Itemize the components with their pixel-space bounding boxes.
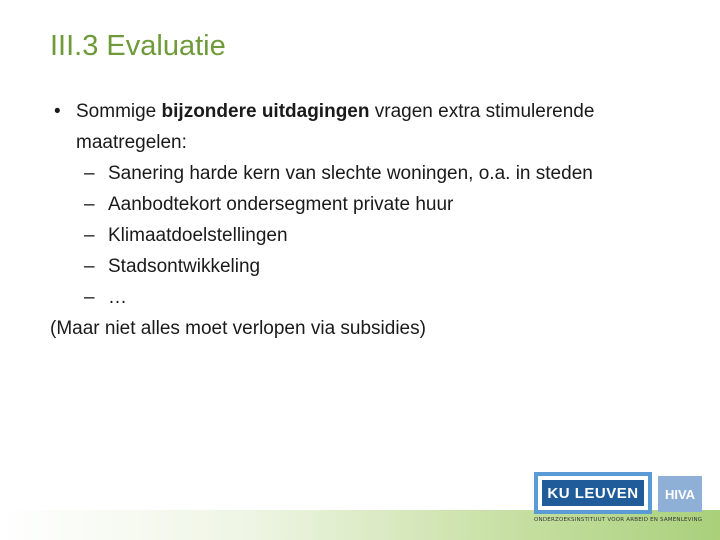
slide-title: III.3 Evaluatie	[50, 30, 226, 62]
bullet-text	[76, 101, 594, 122]
closing-note: (Maar niet alles moet verlopen via subsidies)	[50, 318, 426, 339]
logo-tagline: ONDERZOEKSINSTITUUT VOOR ARBEID EN SAMENLEVING	[534, 517, 703, 523]
dash-mark: –	[84, 256, 95, 277]
bullet-bold-text: bijzondere uitdagingen	[161, 101, 370, 122]
dash-mark: –	[84, 287, 95, 308]
bullet-continuation	[50, 127, 690, 158]
hiva-logo: HIVA	[658, 476, 702, 512]
slide-body	[50, 96, 690, 344]
sub-item-text: Sanering harde kern van slechte woningen, o.a. in steden	[108, 163, 593, 184]
dash-mark: –	[84, 194, 95, 215]
dash-mark: –	[84, 225, 95, 246]
ku-leuven-logo-text: KU LEUVEN	[542, 480, 644, 506]
sub-item-text: Stadsontwikkeling	[108, 256, 261, 277]
sub-item-text: …	[108, 287, 127, 308]
sub-item	[50, 282, 690, 313]
sub-item	[50, 251, 690, 282]
sub-item-text: Aanbodtekort ondersegment private huur	[108, 194, 454, 215]
bullet-continuation-text: maatregelen:	[76, 132, 187, 153]
sub-item	[50, 189, 690, 220]
bullet-mark: •	[54, 101, 61, 122]
sub-item-text: Klimaatdoelstellingen	[108, 225, 288, 246]
bullet-item	[50, 96, 690, 127]
dash-mark: –	[84, 163, 95, 184]
footer-logos	[534, 472, 704, 532]
sub-item	[50, 220, 690, 251]
ku-leuven-logo	[534, 472, 652, 514]
bullet-prefix: Sommige	[76, 101, 162, 122]
bullet-suffix: vragen extra stimulerende	[369, 101, 595, 122]
sub-item	[50, 158, 690, 189]
